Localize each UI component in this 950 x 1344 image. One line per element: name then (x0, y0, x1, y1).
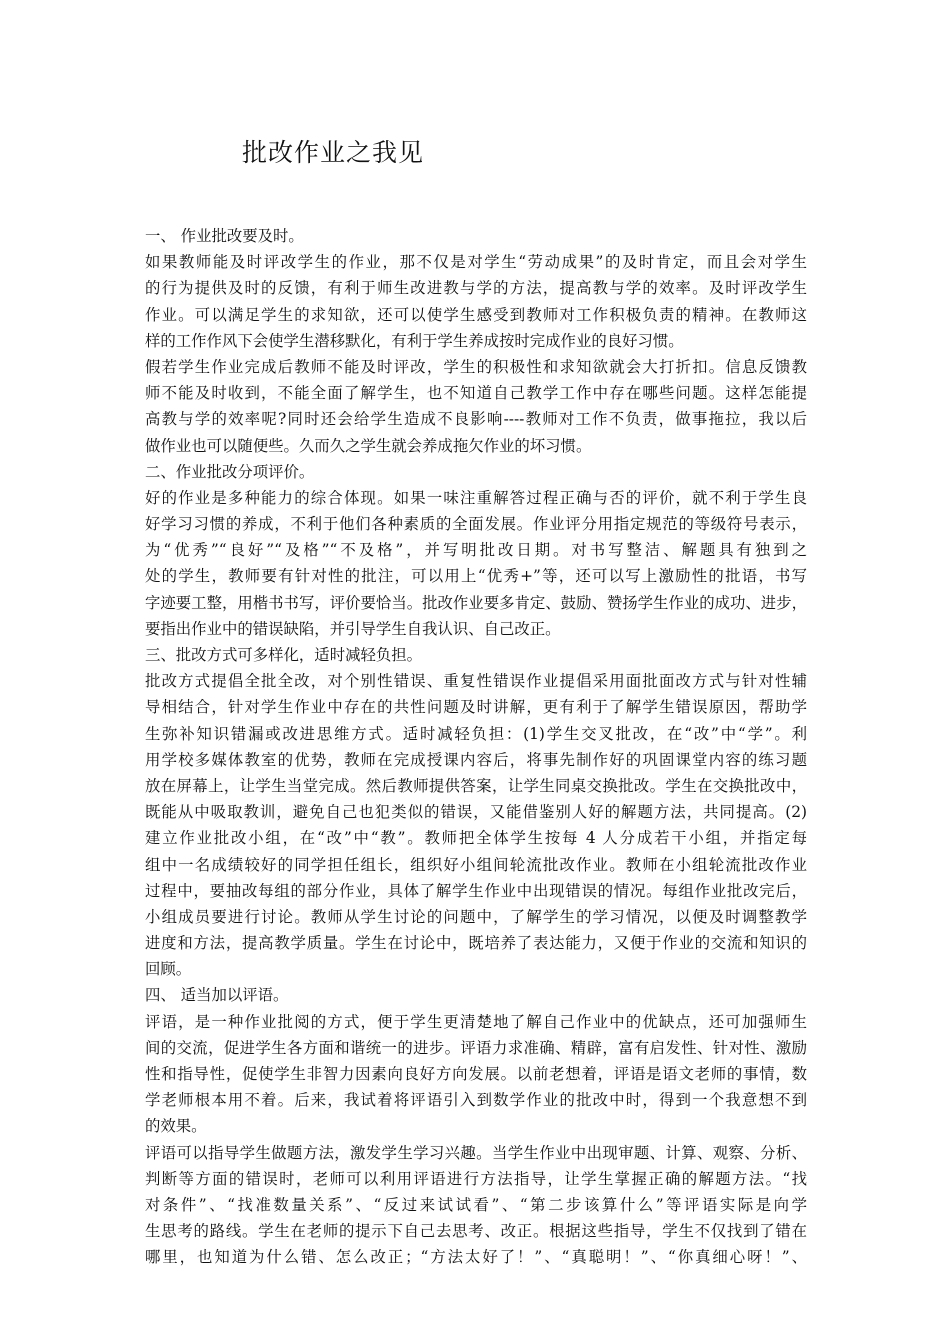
text-line: 字迹要工整，用楷书书写，评价要恰当。批改作业要多肯定、鼓励、赞扬学生作业的成功、进步， (145, 593, 807, 612)
text-line: 建立作业批改小组，在“改”中“教”。教师把全体学生按每 4 人分成若干小组，并指定每 (145, 829, 807, 848)
text-line: 要指出作业中的错误缺陷，并引导学生自我认识、自己改正。 (145, 619, 561, 638)
text-line: 的行为提供及时的反馈，有利于师生改进教与学的方法，提高教与学的效率。及时评改学生 (145, 279, 807, 298)
text-line: 如果教师能及时评改学生的作业，那不仅是对学生“劳动成果”的及时肯定，而且会对学生 (145, 253, 807, 272)
text-line: 三、批改方式可多样化，适时减轻负担。 (145, 646, 423, 664)
document-title: 批改作业之我见 (242, 138, 425, 167)
text-line: 师不能及时收到，不能全面了解学生，也不知道自己教学工作中存在哪些问题。这样怎能提 (145, 384, 807, 403)
text-line: 一、 作业批改要及时。 (145, 227, 304, 245)
text-line: 的效果。 (145, 1117, 207, 1136)
text-line: 性和指导性，促使学生非智力因素向良好方向发展。以前老想着，评语是语文老师的事情，数 (145, 1065, 807, 1083)
text-line: 生弥补知识错漏或改进思维方式。适时减轻负担：(1)学生交叉批改，在“改”中“学”。利 (145, 724, 807, 743)
text-line: 生思考的路线。学生在老师的提示下自己去思考、改正。根据这些指导，学生不仅找到了错在 (145, 1222, 807, 1241)
text-line: 四、 适当加以评语。 (145, 986, 289, 1005)
text-line: 对条件”、“找准数量关系”、“反过来试试看”、“第二步该算什么”等评语实际是向学 (145, 1195, 807, 1214)
text-line: 学老师根本用不着。后来，我试着将评语引入到数学作业的批改中时，得到一个我意想不到 (145, 1091, 807, 1110)
text-line: 间的交流，促进学生各方面和谐统一的进步。评语力求准确、精辟，富有启发性、针对性、激励 (145, 1038, 807, 1057)
text-line: 用学校多媒体教室的优势，教师在完成授课内容后，将事先制作好的巩固课堂内容的练习题 (145, 750, 807, 769)
text-line: 好的作业是多种能力的综合体现。如果一味注重解答过程正确与否的评价，就不利于学生良 (145, 488, 807, 507)
text-line: 进度和方法，提高教学质量。学生在讨论中，既培养了表达能力，又便于作业的交流和知识的 (145, 934, 807, 953)
text-line: 批改方式提倡全批全改，对个别性错误、重复性错误作业提倡采用面批面改方式与针对性辅 (145, 672, 807, 691)
text-line: 评语，是一种作业批阅的方式，便于学生更清楚地了解自己作业中的优缺点，还可加强师生 (145, 1012, 807, 1031)
text-line: 导相结合，针对学生作业中存在的共性问题及时讲解，更有利于了解学生错误原因，帮助学 (145, 698, 807, 717)
text-line: 好学习习惯的养成，不利于他们各种素质的全面发展。作业评分用指定规范的等级符号表示， (145, 515, 807, 534)
text-line: 做作业也可以随便些。久而久之学生就会养成拖欠作业的坏习惯。 (145, 436, 592, 455)
document-body (145, 223, 807, 1271)
text-line: 过程中，要抽改每组的部分作业，具体了解学生作业中出现错误的情况。每组作业批改完后， (145, 881, 807, 900)
text-line: 评语可以指导学生做题方法，激发学生学习兴趣。当学生作业中出现审题、计算、观察、分析、 (145, 1143, 807, 1162)
text-line: 哪里，也知道为什么错、怎么改正；“方法太好了！”、“真聪明！”、“你真细心呀！”、 (145, 1248, 807, 1267)
text-line: 高教与学的效率呢?同时还会给学生造成不良影响----教师对工作不负责，做事拖拉，我以后 (145, 410, 807, 429)
text-line: 放在屏幕上，让学生当堂完成。然后教师提供答案，让学生同桌交换批改。学生在交换批改中， (145, 776, 807, 795)
text-line: 处的学生，教师要有针对性的批注，可以用上“优秀+”等，还可以写上激励性的批语，书写 (145, 567, 807, 586)
text-line: 判断等方面的错误时，老师可以利用评语进行方法指导，让学生掌握正确的解题方法。“找 (145, 1169, 807, 1188)
text-line: 回顾。 (145, 960, 192, 979)
text-line: 小组成员要进行讨论。教师从学生讨论的问题中，了解学生的学习情况，以便及时调整教学 (145, 907, 807, 926)
text-line: 组中一名成绩较好的同学担任组长，组织好小组间轮流批改作业。教师在小组轮流批改作业 (145, 855, 807, 874)
text-line: 作业。可以满足学生的求知欲，还可以使学生感受到教师对工作积极负责的精神。在教师这 (145, 305, 807, 324)
text-line: 为“优秀”“良好”“及格”“不及格”，并写明批改日期。对书写整洁、解题具有独到之 (145, 541, 807, 560)
text-line: 二、作业批改分项评价。 (145, 462, 315, 481)
text-line: 假若学生作业完成后教师不能及时评改，学生的积极性和求知欲就会大打折扣。信息反馈教 (145, 357, 807, 376)
text-line: 样的工作作风下会使学生潜移默化，有利于学生养成按时完成作业的良好习惯。 (145, 331, 684, 350)
text-line: 既能从中吸取教训，避免自己也犯类似的错误，又能借鉴别人好的解题方法，共同提高。(2) (145, 803, 807, 822)
